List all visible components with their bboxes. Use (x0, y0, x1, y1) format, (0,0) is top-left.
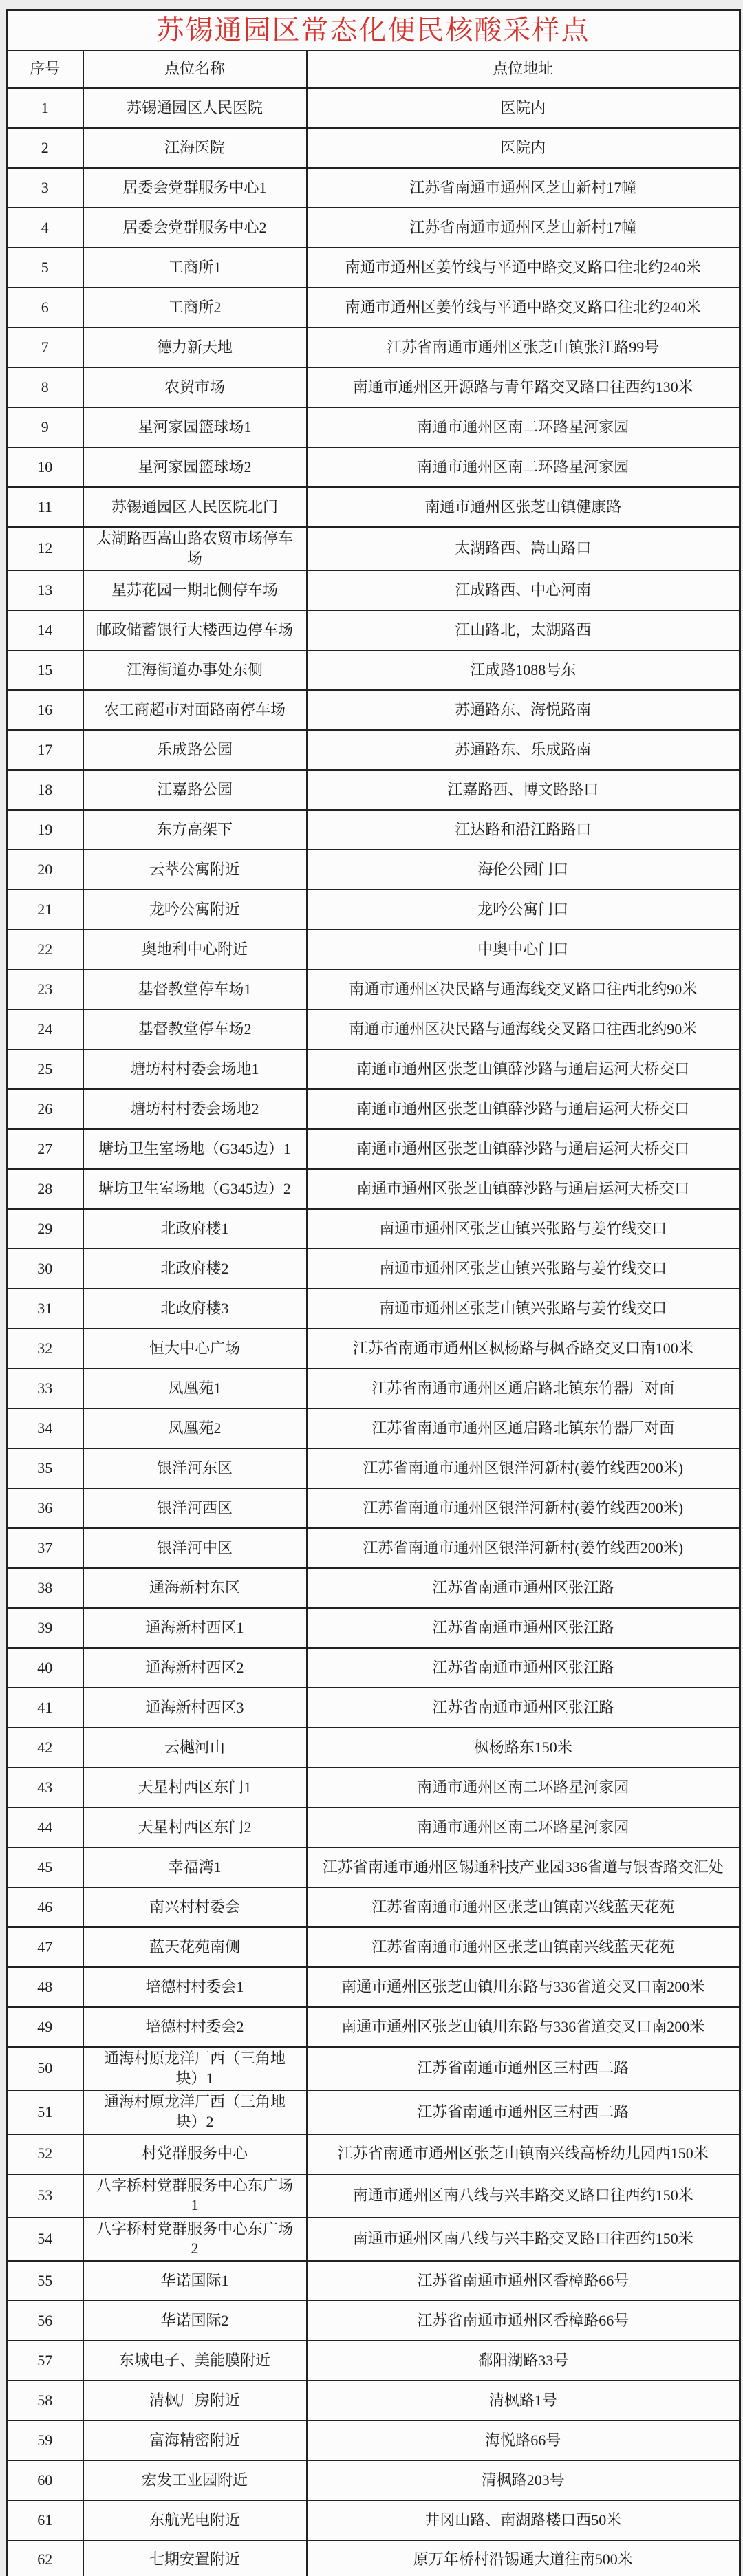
row-site-address: 江成路西、中心河南 (307, 570, 740, 610)
table-row (7, 2134, 740, 2174)
row-site-name: 银洋河中区 (83, 1528, 307, 1568)
table-row (7, 1887, 740, 1927)
row-index: 55 (7, 2261, 83, 2301)
row-site-name: 星苏花园一期北侧停车场 (83, 570, 307, 610)
row-site-name: 培德村村委会1 (83, 1967, 307, 2007)
row-index: 6 (7, 288, 83, 328)
row-site-address: 清枫路1号 (307, 2381, 740, 2421)
row-index: 44 (7, 1807, 83, 1847)
row-index: 12 (7, 527, 83, 570)
row-site-name: 华诺国际2 (83, 2301, 307, 2341)
row-index: 59 (7, 2421, 83, 2460)
row-index: 9 (7, 407, 83, 447)
row-index: 13 (7, 570, 83, 610)
table-row (7, 1049, 740, 1089)
row-site-address: 南通市通州区南二环路星河家园 (307, 447, 740, 487)
row-site-address: 南通市通州区张芝山镇薛沙路与通启运河大桥交口 (307, 1089, 740, 1129)
row-site-address: 江苏省南通市通州区银洋河新村(姜竹线西200米) (307, 1488, 740, 1528)
row-site-address: 医院内 (307, 128, 740, 168)
row-index: 56 (7, 2301, 83, 2341)
table-row (7, 770, 740, 810)
row-index: 60 (7, 2460, 83, 2500)
row-site-address: 南通市通州区南二环路星河家园 (307, 1768, 740, 1807)
row-site-address: 江苏省南通市通州区芝山新村17幢 (307, 208, 740, 248)
row-site-address: 南通市通州区南八线与兴丰路交叉路口往西约150米 (307, 2174, 740, 2218)
row-index: 54 (7, 2218, 83, 2261)
row-index: 22 (7, 930, 83, 969)
row-site-name: 蓝天花苑南侧 (83, 1927, 307, 1967)
row-site-name: 东方高架下 (83, 810, 307, 850)
table-row (7, 1648, 740, 1688)
row-site-address: 江苏省南通市通州区张江路 (307, 1648, 740, 1688)
row-site-name: 江嘉路公园 (83, 770, 307, 810)
row-site-name: 七期安置附近 (83, 2540, 307, 2576)
row-site-name: 塘坊村村委会场地1 (83, 1049, 307, 1089)
row-site-name: 北政府楼3 (83, 1289, 307, 1329)
row-site-name: 基督教堂停车场1 (83, 969, 307, 1009)
row-site-address: 南通市通州区张芝山镇薛沙路与通启运河大桥交口 (307, 1129, 740, 1169)
row-site-name: 星河家园篮球场2 (83, 447, 307, 487)
row-site-address: 井冈山路、南湖路楼口西50米 (307, 2500, 740, 2540)
table-row (7, 2090, 740, 2134)
row-site-name: 塘坊卫生室场地（G345边）1 (83, 1129, 307, 1169)
table-row (7, 650, 740, 690)
table-row (7, 288, 740, 328)
row-index: 37 (7, 1528, 83, 1568)
row-index: 52 (7, 2134, 83, 2174)
table-row (7, 930, 740, 969)
row-site-name: 居委会党群服务中心2 (83, 208, 307, 248)
row-site-address: 江成路1088号东 (307, 650, 740, 690)
row-site-name: 北政府楼2 (83, 1249, 307, 1289)
row-site-name: 苏锡通园区人民医院 (83, 88, 307, 128)
row-site-address: 枫杨路东150米 (307, 1728, 740, 1768)
row-site-name: 凤凰苑2 (83, 1408, 307, 1448)
table-row (7, 1009, 740, 1049)
table-row (7, 1728, 740, 1768)
row-site-address: 医院内 (307, 88, 740, 128)
row-site-address: 江苏省南通市通州区三村西二路 (307, 2090, 740, 2134)
row-index: 28 (7, 1169, 83, 1209)
row-index: 1 (7, 88, 83, 128)
row-site-name: 太湖路西嵩山路农贸市场停车场 (83, 527, 307, 570)
table-row (7, 1927, 740, 1967)
table-row (7, 2174, 740, 2218)
table-row (7, 1368, 740, 1408)
row-site-name: 乐成路公园 (83, 730, 307, 770)
title-row (7, 10, 740, 51)
row-site-name: 富海精密附近 (83, 2421, 307, 2460)
row-index: 47 (7, 1927, 83, 1967)
row-site-address: 江苏省南通市通州区张芝山镇张江路99号 (307, 328, 740, 367)
row-site-address: 江苏省南通市通州区张江路 (307, 1568, 740, 1608)
row-site-name: 邮政储蓄银行大楼西边停车场 (83, 610, 307, 650)
row-index: 2 (7, 128, 83, 168)
row-site-address: 江达路和沿江路路口 (307, 810, 740, 850)
row-site-name: 江海街道办事处东侧 (83, 650, 307, 690)
table-row (7, 168, 740, 208)
table-row (7, 850, 740, 890)
row-site-address: 苏通路东、海悦路南 (307, 690, 740, 730)
row-site-name: 八字桥村党群服务中心东广场2 (83, 2218, 307, 2261)
table-row (7, 88, 740, 128)
table-row (7, 730, 740, 770)
table-row (7, 208, 740, 248)
row-index: 35 (7, 1448, 83, 1488)
row-index: 7 (7, 328, 83, 367)
table-row (7, 1209, 740, 1249)
row-site-address: 南通市通州区南八线与兴丰路交叉路口往西约150米 (307, 2218, 740, 2261)
row-index: 34 (7, 1408, 83, 1448)
table-row (7, 1608, 740, 1648)
row-site-address: 苏通路东、乐成路南 (307, 730, 740, 770)
table-body (7, 88, 740, 2576)
row-index: 19 (7, 810, 83, 850)
row-site-name: 恒大中心广场 (83, 1329, 307, 1368)
table-row (7, 2540, 740, 2576)
row-index: 26 (7, 1089, 83, 1129)
table-row (7, 1448, 740, 1488)
row-site-name: 农贸市场 (83, 367, 307, 407)
table-row (7, 527, 740, 570)
row-site-name: 通海新村西区1 (83, 1608, 307, 1648)
table-row (7, 969, 740, 1009)
row-index: 10 (7, 447, 83, 487)
row-index: 32 (7, 1329, 83, 1368)
table-row (7, 447, 740, 487)
row-site-address: 原万年桥村沿锡通大道往南500米 (307, 2540, 740, 2576)
table-row (7, 2218, 740, 2261)
row-site-name: 苏锡通园区人民医院北门 (83, 487, 307, 527)
row-index: 8 (7, 367, 83, 407)
row-index: 33 (7, 1368, 83, 1408)
row-site-name: 通海新村西区2 (83, 1648, 307, 1688)
row-index: 3 (7, 168, 83, 208)
row-site-name: 南兴村村委会 (83, 1887, 307, 1927)
row-site-address: 海悦路66号 (307, 2421, 740, 2460)
table-row (7, 1688, 740, 1728)
row-site-name: 幸福湾1 (83, 1847, 307, 1887)
table-row (7, 1847, 740, 1887)
row-site-address: 江嘉路西、博文路路口 (307, 770, 740, 810)
row-site-address: 南通市通州区开源路与青年路交叉路口往西约130米 (307, 367, 740, 407)
table-row (7, 2301, 740, 2341)
row-index: 49 (7, 2007, 83, 2047)
row-site-name: 村党群服务中心 (83, 2134, 307, 2174)
table-row (7, 1768, 740, 1807)
row-site-address: 南通市通州区姜竹线与平通中路交叉路口往北约240米 (307, 248, 740, 288)
row-site-address: 南通市通州区张芝山镇薛沙路与通启运河大桥交口 (307, 1169, 740, 1209)
row-site-name: 宏发工业园附近 (83, 2460, 307, 2500)
row-site-name: 北政府楼1 (83, 1209, 307, 1249)
table-row (7, 2421, 740, 2460)
row-site-name: 东城电子、美能膜附近 (83, 2341, 307, 2381)
row-index: 20 (7, 850, 83, 890)
row-site-name: 云樾河山 (83, 1728, 307, 1768)
row-site-address: 南通市通州区姜竹线与平通中路交叉路口往北约240米 (307, 288, 740, 328)
table-row (7, 1807, 740, 1847)
row-site-name: 东航光电附近 (83, 2500, 307, 2540)
header-row (7, 50, 740, 88)
table-row (7, 128, 740, 168)
table-row (7, 1967, 740, 2007)
row-index: 30 (7, 1249, 83, 1289)
row-site-name: 江海医院 (83, 128, 307, 168)
row-index: 36 (7, 1488, 83, 1528)
row-site-name: 星河家园篮球场1 (83, 407, 307, 447)
row-index: 4 (7, 208, 83, 248)
table-row (7, 890, 740, 930)
row-index: 15 (7, 650, 83, 690)
row-site-address: 江苏省南通市通州区张芝山镇南兴线高桥幼儿园西150米 (307, 2134, 740, 2174)
row-index: 18 (7, 770, 83, 810)
row-index: 46 (7, 1887, 83, 1927)
row-index: 29 (7, 1209, 83, 1249)
table-row (7, 328, 740, 367)
table-row (7, 407, 740, 447)
row-site-address: 江苏省南通市通州区通启路北镇东竹器厂对面 (307, 1408, 740, 1448)
row-index: 21 (7, 890, 83, 930)
row-site-address: 南通市通州区南二环路星河家园 (307, 1807, 740, 1847)
row-site-address: 江苏省南通市通州区银洋河新村(姜竹线西200米) (307, 1528, 740, 1568)
row-site-address: 鄱阳湖路33号 (307, 2341, 740, 2381)
row-site-address: 中奥中心门口 (307, 930, 740, 969)
row-site-address: 江苏省南通市通州区锡通科技产业园336省道与银杏路交汇处 (307, 1847, 740, 1887)
table-row (7, 2261, 740, 2301)
row-site-name: 通海村原龙洋厂西（三角地块）2 (83, 2090, 307, 2134)
table-row (7, 2460, 740, 2500)
row-index: 43 (7, 1768, 83, 1807)
row-site-address: 江苏省南通市通州区银洋河新村(姜竹线西200米) (307, 1448, 740, 1488)
row-site-name: 清枫厂房附近 (83, 2381, 307, 2421)
row-site-name: 龙吟公寓附近 (83, 890, 307, 930)
row-site-address: 江苏省南通市通州区枫杨路与枫香路交叉口南100米 (307, 1329, 740, 1368)
table-row (7, 1129, 740, 1169)
row-site-name: 德力新天地 (83, 328, 307, 367)
table-row (7, 2007, 740, 2047)
row-site-address: 南通市通州区张芝山镇兴张路与姜竹线交口 (307, 1249, 740, 1289)
row-site-address: 南通市通州区张芝山镇薛沙路与通启运河大桥交口 (307, 1049, 740, 1089)
row-site-address: 江苏省南通市通州区张芝山镇南兴线蓝天花苑 (307, 1927, 740, 1967)
row-site-address: 龙吟公寓门口 (307, 890, 740, 930)
row-index: 24 (7, 1009, 83, 1049)
table-row (7, 248, 740, 288)
row-site-name: 工商所2 (83, 288, 307, 328)
row-site-address: 江山路北，太湖路西 (307, 610, 740, 650)
row-site-address: 江苏省南通市通州区香樟路66号 (307, 2301, 740, 2341)
row-site-address: 南通市通州区南二环路星河家园 (307, 407, 740, 447)
row-index: 62 (7, 2540, 83, 2576)
table-row (7, 2341, 740, 2381)
row-site-address: 南通市通州区张芝山镇川东路与336省道交叉口南200米 (307, 1967, 740, 2007)
row-site-name: 通海村原龙洋厂西（三角地块）1 (83, 2047, 307, 2090)
table-row (7, 810, 740, 850)
row-site-address: 南通市通州区张芝山镇川东路与336省道交叉口南200米 (307, 2007, 740, 2047)
row-index: 14 (7, 610, 83, 650)
row-index: 48 (7, 1967, 83, 2007)
row-index: 11 (7, 487, 83, 527)
row-index: 57 (7, 2341, 83, 2381)
row-site-name: 通海新村东区 (83, 1568, 307, 1608)
row-index: 41 (7, 1688, 83, 1728)
row-site-name: 华诺国际1 (83, 2261, 307, 2301)
row-index: 50 (7, 2047, 83, 2090)
table-row (7, 1568, 740, 1608)
table-row (7, 367, 740, 407)
row-site-address: 南通市通州区决民路与通海线交叉路口往西北约90米 (307, 1009, 740, 1049)
row-index: 31 (7, 1289, 83, 1329)
row-site-address: 南通市通州区张芝山镇兴张路与姜竹线交口 (307, 1289, 740, 1329)
row-site-name: 基督教堂停车场2 (83, 1009, 307, 1049)
row-index: 16 (7, 690, 83, 730)
row-index: 38 (7, 1568, 83, 1608)
row-site-address: 江苏省南通市通州区三村西二路 (307, 2047, 740, 2090)
row-site-address: 南通市通州区张芝山镇兴张路与姜竹线交口 (307, 1209, 740, 1249)
row-site-address: 南通市通州区张芝山镇健康路 (307, 487, 740, 527)
sampling-sites-table (6, 9, 741, 2576)
table-row (7, 2047, 740, 2090)
row-site-name: 天星村西区东门1 (83, 1768, 307, 1807)
col-header-address: 点位地址 (307, 50, 740, 88)
row-site-address: 清枫路203号 (307, 2460, 740, 2500)
row-site-address: 太湖路西、嵩山路口 (307, 527, 740, 570)
row-index: 25 (7, 1049, 83, 1089)
row-site-name: 云萃公寓附近 (83, 850, 307, 890)
row-site-address: 江苏省南通市通州区张江路 (307, 1608, 740, 1648)
row-index: 27 (7, 1129, 83, 1169)
table-row (7, 1289, 740, 1329)
table-row (7, 2381, 740, 2421)
row-site-name: 天星村西区东门2 (83, 1807, 307, 1847)
row-site-name: 塘坊村村委会场地2 (83, 1089, 307, 1129)
row-site-address: 江苏省南通市通州区香樟路66号 (307, 2261, 740, 2301)
page-title: 苏锡通园区常态化便民核酸采样点 (7, 10, 740, 51)
row-site-name: 通海新村西区3 (83, 1688, 307, 1728)
row-index: 61 (7, 2500, 83, 2540)
row-index: 53 (7, 2174, 83, 2218)
row-index: 51 (7, 2090, 83, 2134)
row-index: 58 (7, 2381, 83, 2421)
table-row (7, 2500, 740, 2540)
row-site-name: 奥地利中心附近 (83, 930, 307, 969)
row-site-address: 南通市通州区决民路与通海线交叉路口往西北约90米 (307, 969, 740, 1009)
row-site-name: 居委会党群服务中心1 (83, 168, 307, 208)
table-row (7, 1089, 740, 1129)
col-header-name: 点位名称 (83, 50, 307, 88)
col-header-no: 序号 (7, 50, 83, 88)
row-site-name: 银洋河东区 (83, 1448, 307, 1488)
row-index: 40 (7, 1648, 83, 1688)
table-row (7, 690, 740, 730)
table-row (7, 1528, 740, 1568)
row-site-name: 农工商超市对面路南停车场 (83, 690, 307, 730)
row-index: 45 (7, 1847, 83, 1887)
row-site-name: 凤凰苑1 (83, 1368, 307, 1408)
table-row (7, 1249, 740, 1289)
row-site-name: 工商所1 (83, 248, 307, 288)
row-index: 39 (7, 1608, 83, 1648)
row-site-name: 培德村村委会2 (83, 2007, 307, 2047)
table-row (7, 487, 740, 527)
row-index: 5 (7, 248, 83, 288)
table-row (7, 1169, 740, 1209)
table-row (7, 1329, 740, 1368)
table-row (7, 1408, 740, 1448)
row-index: 42 (7, 1728, 83, 1768)
table-row (7, 610, 740, 650)
table-row (7, 1488, 740, 1528)
row-site-name: 八字桥村党群服务中心东广场1 (83, 2174, 307, 2218)
row-site-address: 江苏省南通市通州区张芝山镇南兴线蓝天花苑 (307, 1887, 740, 1927)
row-site-address: 江苏省南通市通州区张江路 (307, 1688, 740, 1728)
table-row (7, 570, 740, 610)
row-site-address: 江苏省南通市通州区通启路北镇东竹器厂对面 (307, 1368, 740, 1408)
row-index: 23 (7, 969, 83, 1009)
row-site-name: 塘坊卫生室场地（G345边）2 (83, 1169, 307, 1209)
row-site-address: 江苏省南通市通州区芝山新村17幢 (307, 168, 740, 208)
row-site-name: 银洋河西区 (83, 1488, 307, 1528)
row-index: 17 (7, 730, 83, 770)
row-site-address: 海伦公园门口 (307, 850, 740, 890)
